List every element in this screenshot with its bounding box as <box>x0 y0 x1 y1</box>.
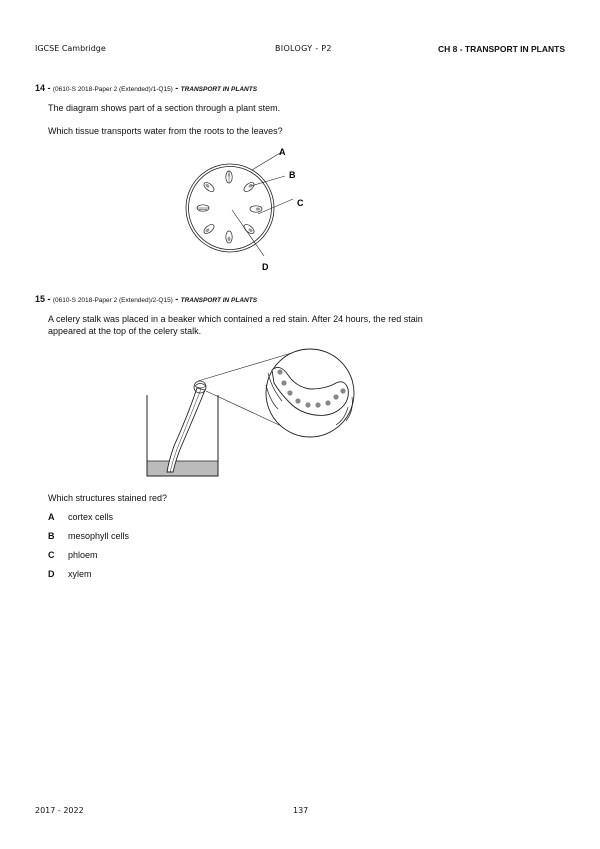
q15-source: (0610-S 2018-Paper 2 (Extended)/2-Q15) <box>52 297 173 304</box>
option-d-text: xylem <box>68 569 92 579</box>
footer-years: 2017 - 2022 <box>35 806 84 815</box>
vascular-bundle <box>242 181 255 194</box>
q14-source: (0610-S 2018-Paper 2 (Extended)/1-Q15) <box>52 86 173 93</box>
q14-statement: The diagram shows part of a section through a plant stem. <box>48 103 281 113</box>
q15-statement-line1: A celery stalk was placed in a beaker which contained a red stain. After 24 hours, the red stain <box>48 314 423 324</box>
vascular-bundle <box>197 205 209 211</box>
vascular-bundle <box>202 181 215 194</box>
option-b-text: mesophyll cells <box>68 531 130 541</box>
option-a-letter: A <box>48 512 55 522</box>
page-number: 137 <box>293 806 309 815</box>
q14-number: 14 - <box>35 83 51 93</box>
celery-beaker-diagram <box>140 345 370 485</box>
q14-topic: TRANSPORT IN PLANTS <box>180 86 258 93</box>
label-line-a <box>252 153 280 170</box>
q15-topic: TRANSPORT IN PLANTS <box>180 297 258 304</box>
vascular-bundle <box>202 223 215 236</box>
label-a: A <box>279 147 286 157</box>
q14-dash: - <box>175 83 179 93</box>
red-stain-liquid <box>147 461 218 476</box>
vascular-bundle <box>242 223 255 236</box>
label-c: C <box>297 198 304 208</box>
vascular-bundle <box>250 206 262 212</box>
stem-section-diagram <box>170 140 320 275</box>
header-course: IGCSE Cambridge <box>35 44 106 53</box>
label-line-b <box>251 176 285 186</box>
q15-number: 15 - <box>35 294 51 304</box>
header-chapter: CH 8 - TRANSPORT IN PLANTS <box>437 44 565 54</box>
option-a-text: cortex cells <box>68 512 114 522</box>
option-c-letter: C <box>48 550 55 560</box>
label-b: B <box>289 170 296 180</box>
option-c-text: phloem <box>68 550 98 560</box>
celery-stalk <box>167 388 205 472</box>
q14-question: Which tissue transports water from the roots to the leaves? <box>48 126 283 136</box>
vascular-bundle <box>226 171 232 183</box>
label-d: D <box>262 262 269 272</box>
q15-statement-line2: appeared at the top of the celery stalk. <box>48 326 202 336</box>
q15-heading <box>35 294 257 304</box>
q14-heading <box>35 83 257 93</box>
vascular-bundle <box>226 231 232 243</box>
label-line-c <box>258 199 293 214</box>
header-subject: BIOLOGY - P2 <box>275 44 332 53</box>
q15-question: Which structures stained red? <box>48 493 168 503</box>
option-b-letter: B <box>48 531 55 541</box>
q15-dash: - <box>175 294 179 304</box>
option-d-letter: D <box>48 569 55 579</box>
